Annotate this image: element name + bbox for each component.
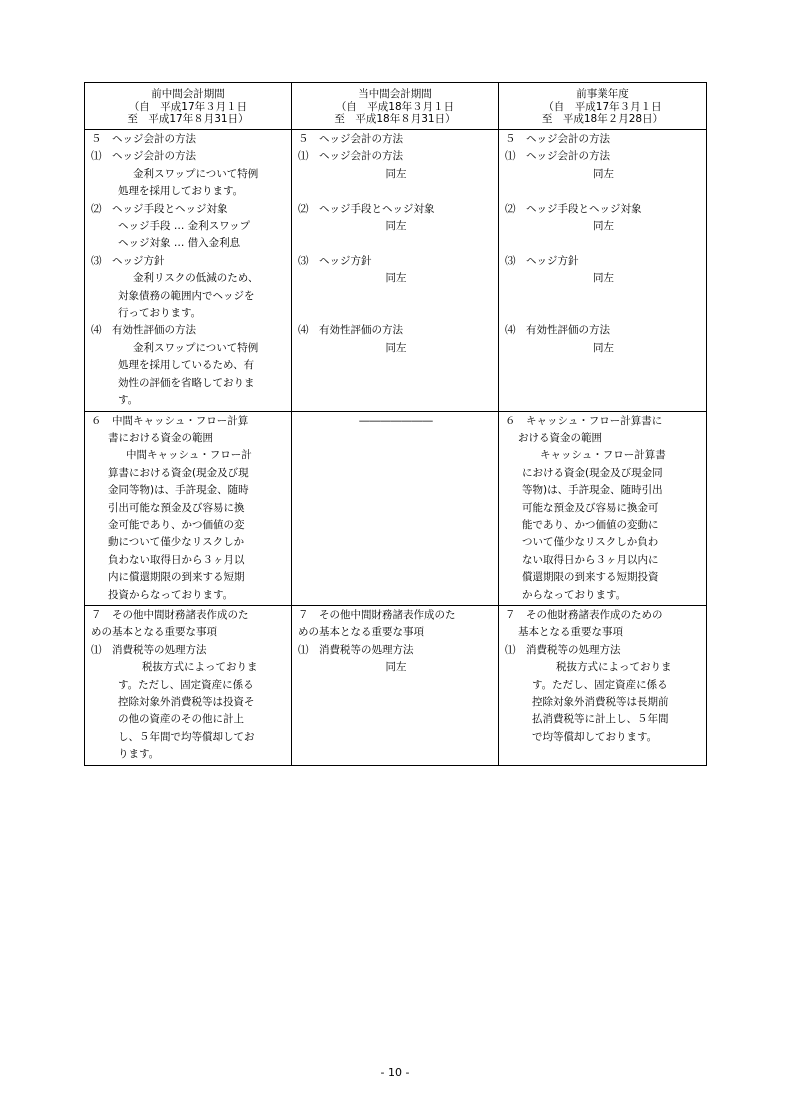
body-line: 控除対象外消費税等は長期前 (532, 696, 669, 708)
subsection-heading: ⑷ 有効性評価の方法 (505, 324, 610, 337)
subsection-heading: ⑶ ヘッジ方針 (505, 254, 579, 267)
section-heading: ５ ヘッジ会計の方法 (298, 133, 403, 145)
cell-prior-interim (85, 130, 292, 412)
cell-prior-interim (85, 605, 292, 765)
cell-prior-interim (85, 411, 292, 605)
subsection-heading: ⑴ ヘッジ会計の方法 (505, 150, 610, 163)
body-line: ヘッジ手段 … 金利スワップ (118, 220, 251, 233)
body-line: 効性の評価を省略しておりま (118, 376, 255, 389)
body-line: し、５年間で均等償却してお (118, 730, 255, 743)
same-as-left: 同左 (593, 167, 614, 180)
page-number: - 10 - (380, 1066, 410, 1079)
section-heading-cont: 基本となる重要な事項 (518, 626, 623, 639)
body-line: す。 (118, 394, 139, 407)
header-title: 前事業年度 (576, 88, 629, 100)
spacer (505, 183, 702, 200)
header-period-from: （自 平成17年３月１日 (543, 100, 662, 113)
cell-prior-fiscal-year (499, 605, 707, 765)
body-line: 負わない取得日から３ヶ月以 (108, 553, 245, 566)
header-title: 当中間会計期間 (358, 88, 432, 100)
spacer (298, 183, 494, 200)
body-line: す。ただし、固定資産に係る (532, 678, 668, 691)
header-title: 前中間会計期間 (151, 88, 225, 100)
same-as-left: 同左 (385, 220, 407, 233)
body-line: 処理を採用しているため、有 (118, 359, 255, 372)
section-heading-cont: おける資金の範囲 (518, 431, 602, 444)
section-heading: ６ キャッシュ・フロー計算書に (505, 414, 663, 427)
body-line: における資金(現金及び現金同 (522, 466, 663, 479)
body-line: ついて僅少なリスクしか負わ (522, 536, 659, 549)
body-line: 金利スワップについて特例 (133, 341, 259, 354)
subsection-heading: ⑶ ヘッジ方針 (91, 254, 165, 267)
body-line: 金利スワップについて特例 (133, 167, 259, 180)
body-line: 引出可能な預金及び容易に換 (108, 501, 245, 514)
header-prior-fiscal-year (499, 83, 707, 130)
cell-prior-fiscal-year (499, 411, 707, 605)
subsection-heading: ⑷ 有効性評価の方法 (298, 324, 403, 337)
cell-prior-fiscal-year (499, 130, 707, 412)
section-heading: ５ ヘッジ会計の方法 (91, 133, 196, 145)
section-heading: ７ その他財務諸表作成のための (505, 608, 663, 621)
body-line: 払消費税等に計上し、５年間 (532, 713, 669, 726)
body-line: で均等償却しております。 (532, 730, 658, 743)
body-line: 金可能であり、かつ価値の変 (108, 518, 245, 531)
body-line: 控除対象外消費税等は投資そ (118, 696, 255, 708)
subsection-heading: ⑴ 消費税等の処理方法 (298, 643, 414, 656)
subsection-heading: ⑷ 有効性評価の方法 (91, 324, 196, 337)
subsection-heading: ⑵ ヘッジ手段とヘッジ対象 (298, 202, 435, 215)
section-heading: ５ ヘッジ会計の方法 (505, 133, 610, 145)
cell-current-interim (292, 411, 499, 605)
body-line: ない取得日から３ヶ月以内に (522, 553, 659, 566)
body-line: 償還期限の到来する短期投資 (522, 571, 659, 584)
same-as-left: 同左 (385, 341, 407, 354)
same-as-left: 同左 (385, 272, 407, 285)
body-line: 税抜方式によっておりま (556, 661, 672, 674)
header-period-from: （自 平成17年３月１日 (128, 100, 248, 113)
body-line: 処理を採用しております。 (118, 185, 244, 198)
body-line: ヘッジ対象 … 借入金利息 (118, 237, 241, 250)
spacer (505, 305, 702, 322)
body-line: 動について僅少なリスクしか (108, 536, 245, 549)
subsection-heading: ⑴ ヘッジ会計の方法 (91, 150, 196, 163)
header-period-to: 至 平成18年８月31日） (334, 113, 456, 125)
subsection-heading: ⑵ ヘッジ手段とヘッジ対象 (505, 202, 642, 215)
spacer (505, 288, 702, 305)
not-applicable-dash: ――――――― (359, 414, 433, 427)
header-prior-interim (85, 83, 292, 130)
body-line: 可能な預金及び容易に換金可 (522, 501, 659, 514)
header-period-from: （自 平成18年３月１日 (335, 100, 455, 113)
cell-current-interim (292, 605, 499, 765)
body-line: 能であり、かつ価値の変動に (522, 518, 659, 531)
spacer (505, 235, 702, 252)
subsection-heading: ⑴ ヘッジ会計の方法 (298, 150, 403, 163)
body-line: の他の資産のその他に計上 (118, 713, 244, 726)
section-heading-cont: めの基本となる重要な事項 (298, 626, 424, 639)
body-line: 税抜方式によっておりま (142, 661, 258, 674)
spacer (298, 305, 494, 322)
section-heading-cont: めの基本となる重要な事項 (91, 626, 217, 639)
same-as-left: 同左 (385, 167, 407, 180)
spacer (298, 288, 494, 305)
table-row-hedge (85, 130, 707, 412)
body-line: 対象債務の範囲内でヘッジを (118, 289, 255, 302)
subsection-heading: ⑶ ヘッジ方針 (298, 254, 372, 267)
body-line: 金利リスクの低減のため、 (133, 272, 259, 285)
same-as-left: 同左 (593, 341, 614, 354)
cell-current-interim (292, 130, 499, 412)
body-line: 等物)は、手許現金、随時引出 (522, 484, 663, 497)
header-period-to: 至 平成18年２月28日） (541, 113, 664, 125)
spacer (298, 235, 494, 252)
table-row-other-matters (85, 605, 707, 765)
subsection-heading: ⑵ ヘッジ手段とヘッジ対象 (91, 202, 228, 215)
body-line: す。ただし、固定資産に係る (118, 678, 254, 691)
section-heading: ７ その他中間財務諸表作成のた (298, 608, 456, 621)
body-line: 投資からなっております。 (108, 588, 234, 601)
body-line: 算書における資金(現金及び現 (108, 466, 249, 479)
body-line: 中間キャッシュ・フロー計 (126, 449, 252, 462)
header-current-interim (292, 83, 499, 130)
body-line: キャッシュ・フロー計算書 (540, 449, 666, 462)
section-heading: ６ 中間キャッシュ・フロー計算 (91, 414, 249, 427)
body-line: 金同等物)は、手許現金、随時 (108, 484, 249, 497)
same-as-left: 同左 (593, 272, 614, 285)
same-as-left: 同左 (593, 220, 614, 233)
header-row (85, 83, 707, 130)
body-line: からなっております。 (522, 588, 627, 601)
table-row-cash-flow (85, 411, 707, 605)
same-as-left: 同左 (385, 661, 407, 674)
accounting-policy-table (84, 82, 707, 766)
body-line: 行っております。 (118, 307, 202, 320)
body-line: ります。 (118, 748, 160, 761)
subsection-heading: ⑴ 消費税等の処理方法 (505, 643, 621, 656)
section-heading-cont: 書における資金の範囲 (108, 431, 213, 444)
subsection-heading: ⑴ 消費税等の処理方法 (91, 643, 207, 656)
header-period-to: 至 平成17年８月31日） (127, 113, 249, 125)
section-heading: ７ その他中間財務諸表作成のた (91, 608, 249, 621)
body-line: 内に償還期限の到来する短期 (108, 571, 245, 584)
